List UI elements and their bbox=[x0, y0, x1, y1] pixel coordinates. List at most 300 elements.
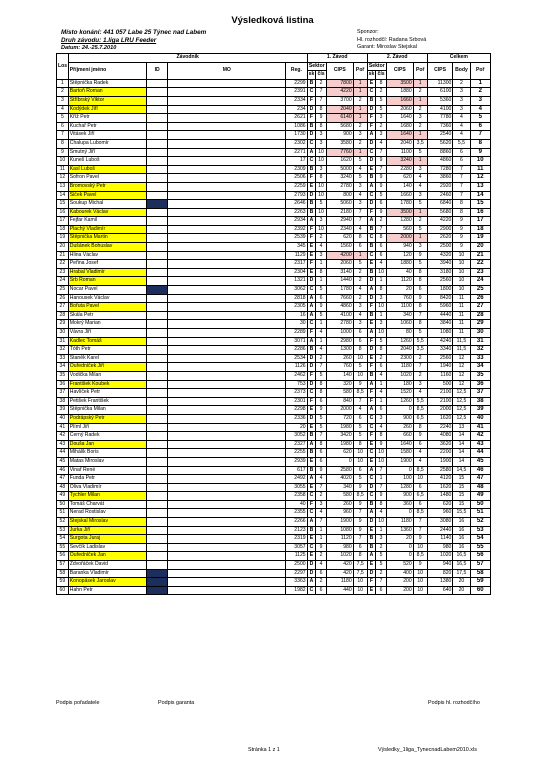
row-seat-2: 5 bbox=[376, 191, 387, 200]
row-name: Vitásek Jiří bbox=[68, 131, 146, 140]
row-sector-2: E bbox=[367, 165, 376, 174]
row-cips-total: 2100 bbox=[427, 389, 453, 398]
row-order-2: 2 bbox=[413, 122, 427, 131]
row-mo bbox=[168, 225, 286, 234]
row-name: Plíml Jiří bbox=[68, 423, 146, 432]
row-seat-2: 4 bbox=[376, 423, 387, 432]
row-order-2: 4 bbox=[413, 449, 427, 458]
row-order-1: 1 bbox=[353, 114, 367, 123]
row-cips-total: 4120 bbox=[427, 475, 453, 484]
row-mo bbox=[168, 277, 286, 286]
row-mo bbox=[168, 543, 286, 552]
row-sector-2: A bbox=[367, 466, 376, 475]
row-order-2: 9 bbox=[413, 294, 427, 303]
table-row bbox=[57, 380, 491, 389]
row-cips-total: 820 bbox=[427, 569, 453, 578]
row-id bbox=[146, 354, 167, 363]
row-order-2: 6 bbox=[413, 483, 427, 492]
row-order-2: 3,5 bbox=[413, 346, 427, 355]
race-date: Datum: 24.-25.7.2010 bbox=[61, 45, 117, 51]
row-order-total: 28 bbox=[470, 311, 491, 320]
row-seat-2: 10 bbox=[376, 449, 387, 458]
row-los: 7 bbox=[57, 131, 69, 140]
row-order-total: 6 bbox=[470, 122, 491, 131]
row-order-total: 53 bbox=[470, 526, 491, 535]
row-order-total: 27 bbox=[470, 303, 491, 312]
table-row bbox=[57, 208, 491, 217]
row-points: 11,5 bbox=[453, 346, 470, 355]
row-cips-1: 900 bbox=[326, 131, 353, 140]
row-cips-1: 340 bbox=[326, 483, 353, 492]
row-sector-1: E bbox=[307, 243, 316, 252]
row-seat-2: 10 bbox=[376, 457, 387, 466]
row-seat-2: 9 bbox=[376, 157, 387, 166]
row-sector-1: D bbox=[307, 414, 316, 423]
row-los: 11 bbox=[57, 165, 69, 174]
row-seat-1: 6 bbox=[316, 569, 327, 578]
row-cips-total: 1080 bbox=[427, 329, 453, 338]
row-order-2: 5 bbox=[413, 329, 427, 338]
row-los: 17 bbox=[57, 217, 69, 226]
row-mo bbox=[168, 182, 286, 191]
row-cips-2: 1880 bbox=[386, 260, 413, 269]
row-sector-2: A bbox=[367, 217, 376, 226]
row-order-1: 8 bbox=[353, 552, 367, 561]
row-reg: 2286 bbox=[286, 346, 307, 355]
row-seat-2: 5 bbox=[376, 552, 387, 561]
row-cips-1: 2780 bbox=[326, 320, 353, 329]
row-seat-2: 5 bbox=[376, 337, 387, 346]
row-points: 9 bbox=[453, 234, 470, 243]
row-seat-1: 6 bbox=[316, 294, 327, 303]
row-los: 39 bbox=[57, 406, 69, 415]
row-order-2: 7 bbox=[413, 526, 427, 535]
row-cips-total: 7780 bbox=[427, 114, 453, 123]
row-seat-1: 2 bbox=[316, 492, 327, 501]
row-los: 6 bbox=[57, 122, 69, 131]
row-order-1: 6 bbox=[353, 414, 367, 423]
row-name: Hrabal Vladimír bbox=[68, 268, 146, 277]
row-cips-2: 940 bbox=[386, 243, 413, 252]
row-los: 12 bbox=[57, 174, 69, 183]
row-cips-1: 140 bbox=[326, 371, 353, 380]
row-order-total: 20 bbox=[470, 243, 491, 252]
row-mo bbox=[168, 535, 286, 544]
row-cips-2: 2300 bbox=[386, 354, 413, 363]
row-reg: 2818 bbox=[286, 294, 307, 303]
table-row bbox=[57, 509, 491, 518]
row-cips-1: 2580 bbox=[326, 466, 353, 475]
row-order-2: 1 bbox=[413, 96, 427, 105]
row-cips-1: 2980 bbox=[326, 337, 353, 346]
row-cips-2: 200 bbox=[386, 578, 413, 587]
table-row bbox=[57, 174, 491, 183]
row-sector-1: E bbox=[307, 406, 316, 415]
row-name: Tóth Petr bbox=[68, 346, 146, 355]
row-cips-total: 5620 bbox=[427, 139, 453, 148]
row-los: 30 bbox=[57, 329, 69, 338]
row-name: Tomáš Charvát bbox=[68, 500, 146, 509]
row-order-2: 6 bbox=[413, 440, 427, 449]
row-order-2: 10 bbox=[413, 569, 427, 578]
row-cips-total: 6840 bbox=[427, 200, 453, 209]
row-sector-1: E bbox=[307, 483, 316, 492]
row-reg: 3055 bbox=[286, 483, 307, 492]
row-mo bbox=[168, 440, 286, 449]
row-order-2: 3 bbox=[413, 191, 427, 200]
row-name: Peřina Josef bbox=[68, 260, 146, 269]
table-row bbox=[57, 432, 491, 441]
row-sector-2: C bbox=[367, 251, 376, 260]
table-row bbox=[57, 303, 491, 312]
row-order-1: 5 bbox=[353, 363, 367, 372]
row-sector-1: D bbox=[307, 380, 316, 389]
row-order-2: 5 bbox=[413, 225, 427, 234]
row-id bbox=[146, 475, 167, 484]
row-name: Petišek František bbox=[68, 397, 146, 406]
row-sector-1: E bbox=[307, 423, 316, 432]
row-points: 16,5 bbox=[453, 552, 470, 561]
table-row bbox=[57, 105, 491, 114]
row-sector-2: F bbox=[367, 578, 376, 587]
row-cips-2: 180 bbox=[386, 380, 413, 389]
header-mo: MO bbox=[168, 62, 286, 79]
row-seat-2: 7 bbox=[376, 483, 387, 492]
row-points: 9 bbox=[453, 225, 470, 234]
row-cips-1: 2040 bbox=[326, 105, 353, 114]
row-seat-2: 6 bbox=[376, 251, 387, 260]
row-name: Staněk Karel bbox=[68, 354, 146, 363]
row-order-1: 9 bbox=[353, 518, 367, 527]
page-number: Stránka 1 z 1 bbox=[248, 747, 280, 753]
row-cips-2: 1660 bbox=[386, 191, 413, 200]
row-seat-1: 6 bbox=[316, 457, 327, 466]
row-mo bbox=[168, 509, 286, 518]
row-cips-total: 2100 bbox=[427, 397, 453, 406]
row-sector-2: A bbox=[367, 329, 376, 338]
row-reg: 2334 bbox=[286, 96, 307, 105]
row-seat-1: 10 bbox=[316, 182, 327, 191]
row-sector-2: B bbox=[367, 96, 376, 105]
row-los: 53 bbox=[57, 526, 69, 535]
row-cips-total: 620 bbox=[427, 500, 453, 509]
row-id bbox=[146, 432, 167, 441]
row-order-total: 44 bbox=[470, 449, 491, 458]
row-cips-total: 2540 bbox=[427, 131, 453, 140]
row-cips-total: 2920 bbox=[427, 182, 453, 191]
row-seat-2: 4 bbox=[376, 509, 387, 518]
row-sector-2: E bbox=[367, 320, 376, 329]
row-sector-2: B bbox=[367, 311, 376, 320]
row-mo bbox=[168, 139, 286, 148]
row-cips-2: 1780 bbox=[386, 200, 413, 209]
row-mo bbox=[168, 432, 286, 441]
row-reg: 2263 bbox=[286, 208, 307, 217]
row-seat-1: 6 bbox=[316, 397, 327, 406]
row-order-1: 6 bbox=[353, 337, 367, 346]
row-los: 49 bbox=[57, 492, 69, 501]
row-seat-1: 8 bbox=[316, 389, 327, 398]
row-name: Kadlec Tomáš bbox=[68, 337, 146, 346]
row-seat-2: 9 bbox=[376, 174, 387, 183]
row-order-total: 48 bbox=[470, 483, 491, 492]
row-seat-1: 10 bbox=[316, 157, 327, 166]
row-order-total: 24 bbox=[470, 277, 491, 286]
row-order-total: 9 bbox=[470, 148, 491, 157]
row-order-1: 3 bbox=[353, 320, 367, 329]
row-los: 33 bbox=[57, 354, 69, 363]
row-sector-1: F bbox=[307, 225, 316, 234]
row-cips-total: 8420 bbox=[427, 294, 453, 303]
row-points: 3 bbox=[453, 96, 470, 105]
row-points: 4 bbox=[453, 114, 470, 123]
row-cips-1: 1980 bbox=[326, 423, 353, 432]
row-seat-1: 5 bbox=[316, 371, 327, 380]
row-sector-2: F bbox=[367, 208, 376, 217]
row-sector-2: A bbox=[367, 182, 376, 191]
row-order-1: 8 bbox=[353, 346, 367, 355]
row-seat-2: 4 bbox=[376, 371, 387, 380]
row-seat-1: 8 bbox=[316, 440, 327, 449]
row-seat-1: 3 bbox=[316, 131, 327, 140]
header-race-1: 1. Závod bbox=[307, 54, 367, 63]
row-cips-total: 11300 bbox=[427, 79, 453, 88]
row-mo bbox=[168, 114, 286, 123]
row-los: 45 bbox=[57, 457, 69, 466]
row-seat-1: 4 bbox=[316, 475, 327, 484]
table-row bbox=[57, 561, 491, 570]
row-order-2: 5 bbox=[413, 148, 427, 157]
row-sector-2: C bbox=[367, 475, 376, 484]
header-points: Body bbox=[453, 62, 470, 79]
row-reg: 2255 bbox=[286, 449, 307, 458]
row-seat-1: 4 bbox=[316, 243, 327, 252]
header-id: ID bbox=[146, 62, 167, 79]
row-id bbox=[146, 371, 167, 380]
table-row bbox=[57, 552, 491, 561]
row-mo bbox=[168, 148, 286, 157]
row-seat-1: 6 bbox=[316, 586, 327, 595]
row-sector-2: D bbox=[367, 139, 376, 148]
header-order-total: Poř bbox=[470, 62, 491, 79]
row-reg: 2266 bbox=[286, 518, 307, 527]
row-order-2: 8,5 bbox=[413, 406, 427, 415]
row-seat-2: 5 bbox=[376, 105, 387, 114]
row-points: 20 bbox=[453, 586, 470, 595]
row-cips-total: 3080 bbox=[427, 518, 453, 527]
row-cips-total: 1900 bbox=[427, 457, 453, 466]
table-row bbox=[57, 337, 491, 346]
row-sector-1: F bbox=[307, 174, 316, 183]
row-cips-1: 720 bbox=[326, 414, 353, 423]
row-sector-2: D bbox=[367, 483, 376, 492]
row-id bbox=[146, 346, 167, 355]
table-row bbox=[57, 371, 491, 380]
row-reg: 1086 bbox=[286, 122, 307, 131]
row-los: 14 bbox=[57, 191, 69, 200]
row-cips-total: 4860 bbox=[427, 157, 453, 166]
row-cips-total: 1480 bbox=[427, 492, 453, 501]
row-reg: 2934 bbox=[286, 217, 307, 226]
row-sector-2: D bbox=[367, 346, 376, 355]
row-points: 15 bbox=[453, 492, 470, 501]
row-id bbox=[146, 225, 167, 234]
row-name: Štěpnička Radek bbox=[68, 79, 146, 88]
row-seat-1: 3 bbox=[316, 500, 327, 509]
row-order-2: 8 bbox=[413, 303, 427, 312]
row-mo bbox=[168, 208, 286, 217]
row-name: Oliva Vladimír bbox=[68, 483, 146, 492]
row-seat-1: 8 bbox=[316, 268, 327, 277]
row-order-2: 8,5 bbox=[413, 509, 427, 518]
row-sector-2: E bbox=[367, 526, 376, 535]
table-row bbox=[57, 148, 491, 157]
row-mo bbox=[168, 191, 286, 200]
row-order-total: 5 bbox=[470, 114, 491, 123]
row-reg: 2336 bbox=[286, 414, 307, 423]
row-order-2: 2 bbox=[413, 354, 427, 363]
row-sector-2: C bbox=[367, 234, 376, 243]
row-cips-1: 4020 bbox=[326, 475, 353, 484]
row-cips-1: 1780 bbox=[326, 286, 353, 295]
row-sector-2: F bbox=[367, 397, 376, 406]
row-reg: 2793 bbox=[286, 191, 307, 200]
row-cips-1: 260 bbox=[326, 354, 353, 363]
row-order-2: 3 bbox=[413, 243, 427, 252]
row-name: Konopásek Jaroslav bbox=[68, 578, 146, 587]
row-id bbox=[146, 122, 167, 131]
row-sector-1: A bbox=[307, 148, 316, 157]
row-seat-1: 5 bbox=[316, 414, 327, 423]
row-seat-2: 10 bbox=[376, 268, 387, 277]
row-order-2: 9 bbox=[413, 561, 427, 570]
row-order-1: 2 bbox=[353, 96, 367, 105]
row-order-1: 4 bbox=[353, 286, 367, 295]
row-order-2: 8 bbox=[413, 277, 427, 286]
row-order-total: 40 bbox=[470, 414, 491, 423]
row-sector-2: D bbox=[367, 277, 376, 286]
row-cips-1: 7660 bbox=[326, 294, 353, 303]
row-name: Fejfar Kamil bbox=[68, 217, 146, 226]
row-sector-1: C bbox=[307, 157, 316, 166]
row-points: 6 bbox=[453, 157, 470, 166]
row-order-1: 10 bbox=[353, 586, 367, 595]
row-points: 4 bbox=[453, 122, 470, 131]
row-los: 16 bbox=[57, 208, 69, 217]
row-order-1: 8 bbox=[353, 234, 367, 243]
row-sector-2: B bbox=[367, 371, 376, 380]
row-seat-2: 10 bbox=[376, 329, 387, 338]
row-reg: 30 bbox=[286, 320, 307, 329]
row-los: 32 bbox=[57, 346, 69, 355]
row-order-total: 15 bbox=[470, 200, 491, 209]
row-name: Matas Miroslav bbox=[68, 457, 146, 466]
row-name: Štěpnička Martin bbox=[68, 234, 146, 243]
row-sector-1: F bbox=[307, 234, 316, 243]
row-cips-total: 500 bbox=[427, 380, 453, 389]
row-seat-1: 3 bbox=[316, 165, 327, 174]
row-cips-1: 2340 bbox=[326, 225, 353, 234]
row-cips-1: 3580 bbox=[326, 139, 353, 148]
row-reg: 16 bbox=[286, 311, 307, 320]
row-sector-2: B bbox=[367, 243, 376, 252]
table-row bbox=[57, 449, 491, 458]
row-sector-2: B bbox=[367, 535, 376, 544]
row-order-total: 19 bbox=[470, 234, 491, 243]
row-order-1: 1 bbox=[353, 251, 367, 260]
row-cips-1: 580 bbox=[326, 389, 353, 398]
row-seat-1: 8 bbox=[316, 122, 327, 131]
row-sector-1: E bbox=[307, 552, 316, 561]
row-seat-2: 4 bbox=[376, 139, 387, 148]
row-points: 11 bbox=[453, 329, 470, 338]
row-points: 12,5 bbox=[453, 414, 470, 423]
row-order-total: 23 bbox=[470, 268, 491, 277]
table-row bbox=[57, 251, 491, 260]
row-sector-1: B bbox=[307, 79, 316, 88]
row-los: 4 bbox=[57, 105, 69, 114]
row-seat-1: 4 bbox=[316, 329, 327, 338]
row-id bbox=[146, 139, 167, 148]
row-reg: 234 bbox=[286, 105, 307, 114]
row-cips-total: 3340 bbox=[427, 346, 453, 355]
row-sector-1: C bbox=[307, 492, 316, 501]
row-points: 4 bbox=[453, 131, 470, 140]
table-row bbox=[57, 200, 491, 209]
row-order-2: 10 bbox=[413, 578, 427, 587]
row-id bbox=[146, 561, 167, 570]
row-sector-2: D bbox=[367, 518, 376, 527]
row-reg: 345 bbox=[286, 243, 307, 252]
row-name: Tychler Milan bbox=[68, 492, 146, 501]
row-order-1: 2 bbox=[353, 139, 367, 148]
row-seat-2: 7 bbox=[376, 148, 387, 157]
row-order-1: 5 bbox=[353, 432, 367, 441]
row-seat-1: 3 bbox=[316, 139, 327, 148]
row-order-2: 7 bbox=[413, 363, 427, 372]
row-seat-2: 8 bbox=[376, 346, 387, 355]
row-id bbox=[146, 131, 167, 140]
row-points: 8 bbox=[453, 200, 470, 209]
row-order-1: 10 bbox=[353, 449, 367, 458]
row-reg: 2259 bbox=[286, 182, 307, 191]
row-cips-1: 1120 bbox=[326, 535, 353, 544]
table-row bbox=[57, 363, 491, 372]
row-mo bbox=[168, 492, 286, 501]
row-reg: 17 bbox=[286, 157, 307, 166]
row-order-1: 7,5 bbox=[353, 569, 367, 578]
row-sector-2: C bbox=[367, 414, 376, 423]
row-los: 13 bbox=[57, 182, 69, 191]
row-sector-1: D bbox=[307, 277, 316, 286]
row-order-total: 21 bbox=[470, 251, 491, 260]
row-order-1: 9 bbox=[353, 526, 367, 535]
row-cips-1: 320 bbox=[326, 380, 353, 389]
row-order-total: 16 bbox=[470, 208, 491, 217]
row-sector-1: D bbox=[307, 363, 316, 372]
row-sector-2: D bbox=[367, 569, 376, 578]
row-cips-2: 520 bbox=[386, 561, 413, 570]
row-seat-1: 7 bbox=[316, 432, 327, 441]
row-order-2: 3 bbox=[413, 380, 427, 389]
row-id bbox=[146, 457, 167, 466]
row-id bbox=[146, 165, 167, 174]
row-order-1: 5 bbox=[353, 475, 367, 484]
row-seat-1: 4 bbox=[316, 561, 327, 570]
row-sector-1: A bbox=[307, 294, 316, 303]
row-cips-1: 5680 bbox=[326, 122, 353, 131]
row-cips-1: 3240 bbox=[326, 174, 353, 183]
